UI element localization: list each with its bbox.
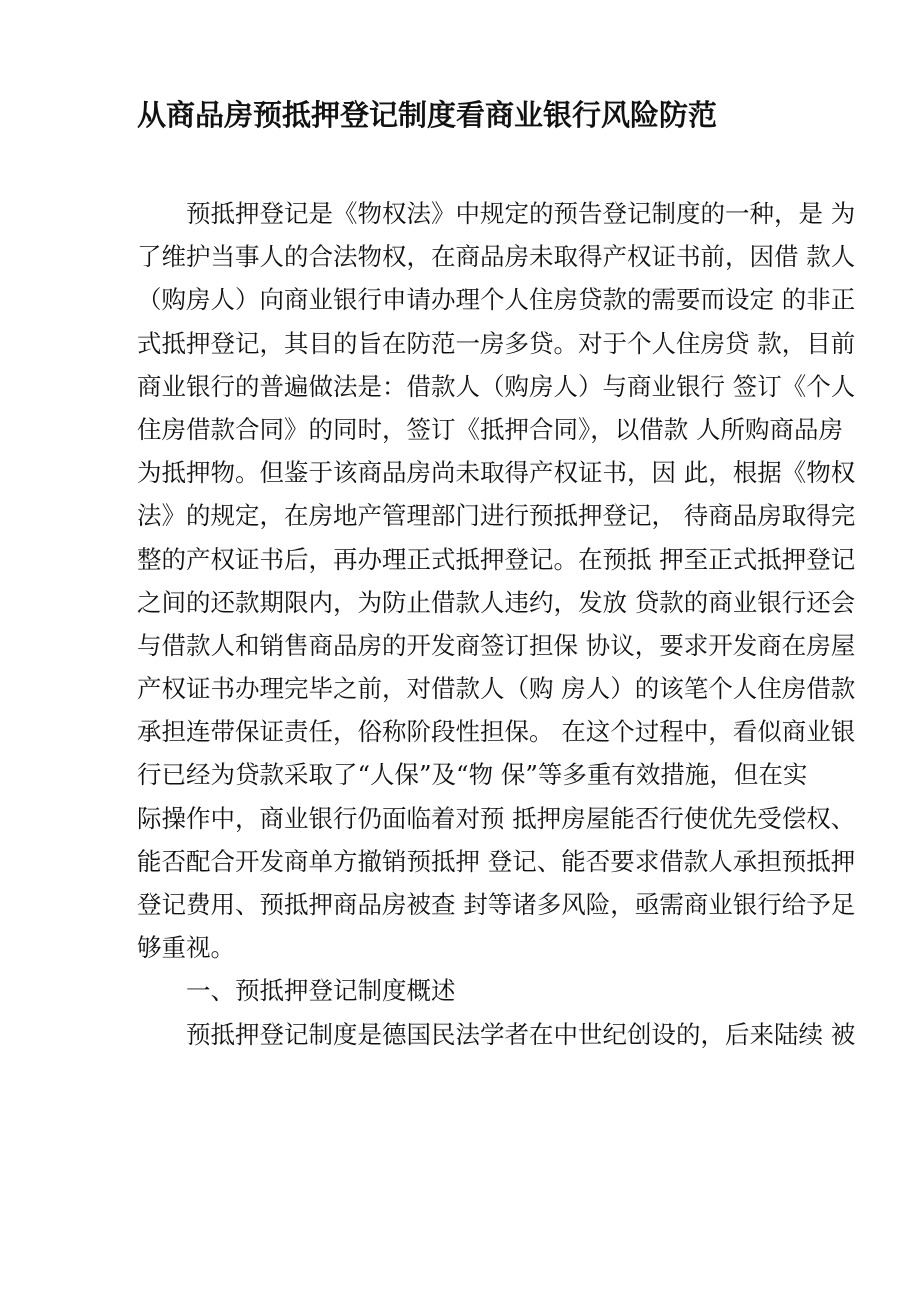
paragraph-line: 商业银行的普遍做法是：借款人（购房人）与商业银行 签订《个人 [137,371,856,401]
paragraph-line: 住房借款合同》的同时，签订《抵押合同》，以借款 人所购商品房 [137,414,844,444]
paragraph-line: 式抵押登记，其目的旨在防范一房多贷。对于个人住房贷 款，目前 [137,328,856,358]
paragraph-line: 能否配合开发商单方撤销预抵押 登记、能否要求借款人承担预抵押 [137,846,856,876]
paragraph-line: 预抵押登记制度是德国民法学者在中世纪创设的，后来陆续 被 [186,1019,856,1049]
paragraph-line: 为抵押物。但鉴于该商品房尚未取得产权证书，因 此，根据《物权 [137,458,856,488]
paragraph-line: （购房人）向商业银行申请办理个人住房贷款的需要而设定 的非正 [137,285,856,315]
paragraph-line: 登记费用、预抵押商品房被查 封等诸多风险，亟需商业银行给予足 [137,890,856,919]
section-heading: 一、预抵押登记制度概述 [186,976,456,1006]
paragraph-line: 了维护当事人的合法物权，在商品房未取得产权证书前，因借 款人 [137,242,856,272]
paragraph-line: 法》的规定，在房地产管理部门进行预抵押登记， 待商品房取得完 [137,501,856,531]
paragraph-line: 承担连带保证责任，俗称阶段性担保。 在这个过程中，看似商业银 [137,717,856,747]
paragraph-line: 之间的还款期限内，为防止借款人违约，发放 贷款的商业银行还会 [137,587,856,617]
paragraph-line: 际操作中，商业银行仍面临着对预 抵押房屋能否行使优先受偿权、 [137,803,856,833]
paragraph-line: 够重视。 [137,933,235,963]
paragraph-line: 与借款人和销售商品房的开发商签订担保 协议，要求开发商在房屋 [137,630,856,660]
paragraph-line: 行已经为贷款采取了“人保”及“物 保”等多重有效措施，但在实 [137,760,808,790]
document-body [137,192,856,1056]
document-title: 从商品房预抵押登记制度看商业银行风险防范 [137,98,718,132]
paragraph-line: 预抵押登记是《物权法》中规定的预告登记制度的一种，是 为 [186,199,856,228]
paragraph-line: 整的产权证书后，再办理正式抵押登记。在预抵 押至正式抵押登记 [137,544,856,574]
paragraph-line: 产权证书办理完毕之前，对借款人（购 房人）的该笔个人住房借款 [137,674,856,704]
